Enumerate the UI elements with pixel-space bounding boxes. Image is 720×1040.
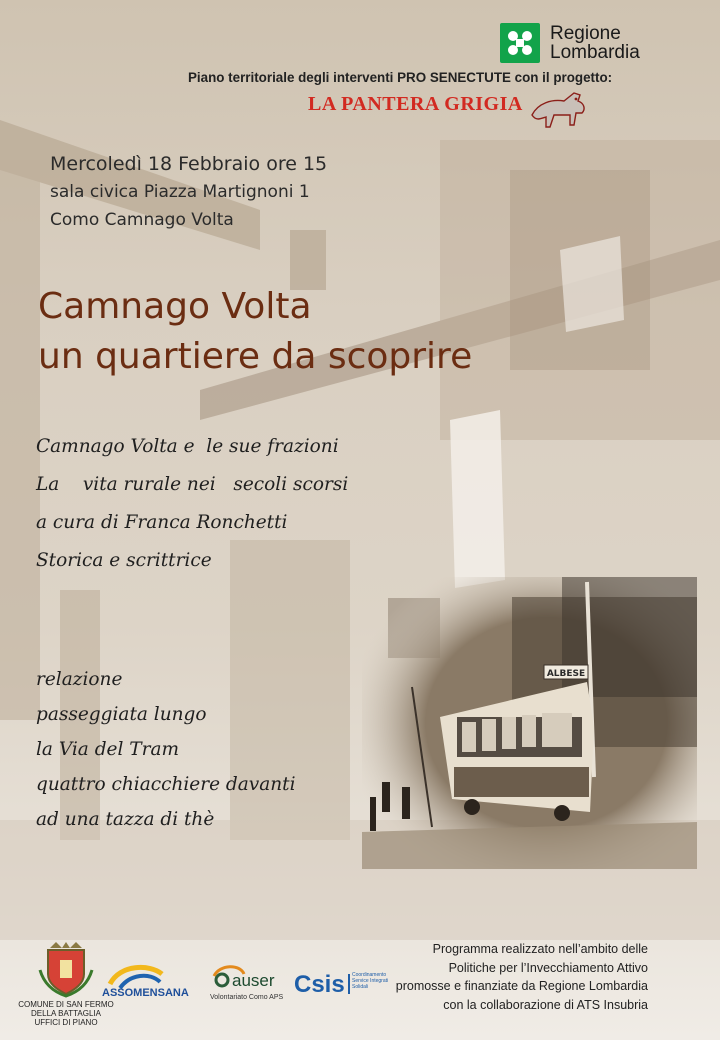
footer-line: Politiche per l’Invecchiamento Attivo: [448, 960, 648, 975]
talk-line: Storica e scrittrice: [36, 550, 212, 571]
talk-line: a cura di Franca Ronchetti: [36, 512, 288, 533]
assomensana-name: ASSOMENSANA: [102, 987, 189, 999]
regione-lombardia-logo: [500, 22, 670, 64]
footer-line: con la collaborazione di ATS Insubria: [443, 997, 648, 1012]
auser-logo: [210, 962, 290, 1006]
talk-line: La vita rurale nei secoli scorsi: [36, 474, 349, 495]
comune-name-line3: UFFICI DI PIANO: [34, 1018, 98, 1027]
regione-lombardia-mark-icon: [500, 23, 540, 63]
footer-credits: [386, 940, 648, 1014]
region-name-line1: Regione: [550, 23, 621, 44]
program-item: relazione: [36, 669, 123, 690]
tram-photo: [362, 577, 697, 869]
program-item: ad una tazza di thè: [36, 809, 215, 830]
comune-name-line1: COMUNE DI SAN FERMO: [18, 1000, 114, 1009]
footer-line: promosse e finanziate da Regione Lombardia: [395, 979, 648, 993]
coat-of-arms-icon: [36, 940, 96, 998]
event-venue: sala civica Piazza Martignoni 1: [50, 182, 310, 202]
talk-line: Camnago Volta e le sue frazioni: [36, 436, 339, 457]
csis-subtitle: Coordinamento Service Integrati Solidali: [352, 972, 388, 990]
event-title: [38, 282, 472, 382]
assomensana-logo: [100, 960, 200, 1004]
piano-territoriale-text: Piano territoriale degli interventi PRO SENECTUTE con il progetto:: [188, 70, 613, 85]
project-name: LA PANTERA GRIGIA: [308, 93, 523, 115]
program-item: la Via del Tram: [36, 739, 180, 760]
talk-description: [36, 428, 348, 580]
comune-name-line2: DELLA BATTAGLIA: [31, 1009, 101, 1018]
tram-sign: ALBESE: [546, 669, 586, 679]
title-line2: un quartiere da scoprire: [38, 336, 473, 377]
program-list: [36, 662, 296, 837]
program-item: quattro chiacchiere davanti: [36, 774, 296, 795]
event-place: Como Camnago Volta: [50, 210, 234, 230]
program-item: passeggiata lungo: [36, 704, 207, 725]
event-details: [50, 150, 327, 234]
title-line1: Camnago Volta: [38, 286, 312, 327]
region-name-line2: Lombardia: [550, 42, 640, 63]
csis-name: Csis: [294, 971, 345, 998]
auser-subtitle: Volontariato Como APS: [210, 994, 284, 1001]
event-date: Mercoledì 18 Febbraio ore 15: [50, 153, 328, 175]
auser-name: auser: [232, 971, 275, 990]
footer-line: Programma realizzato nell’ambito delle: [432, 942, 648, 956]
panther-icon: [528, 85, 590, 135]
csis-logo: [294, 966, 388, 1006]
